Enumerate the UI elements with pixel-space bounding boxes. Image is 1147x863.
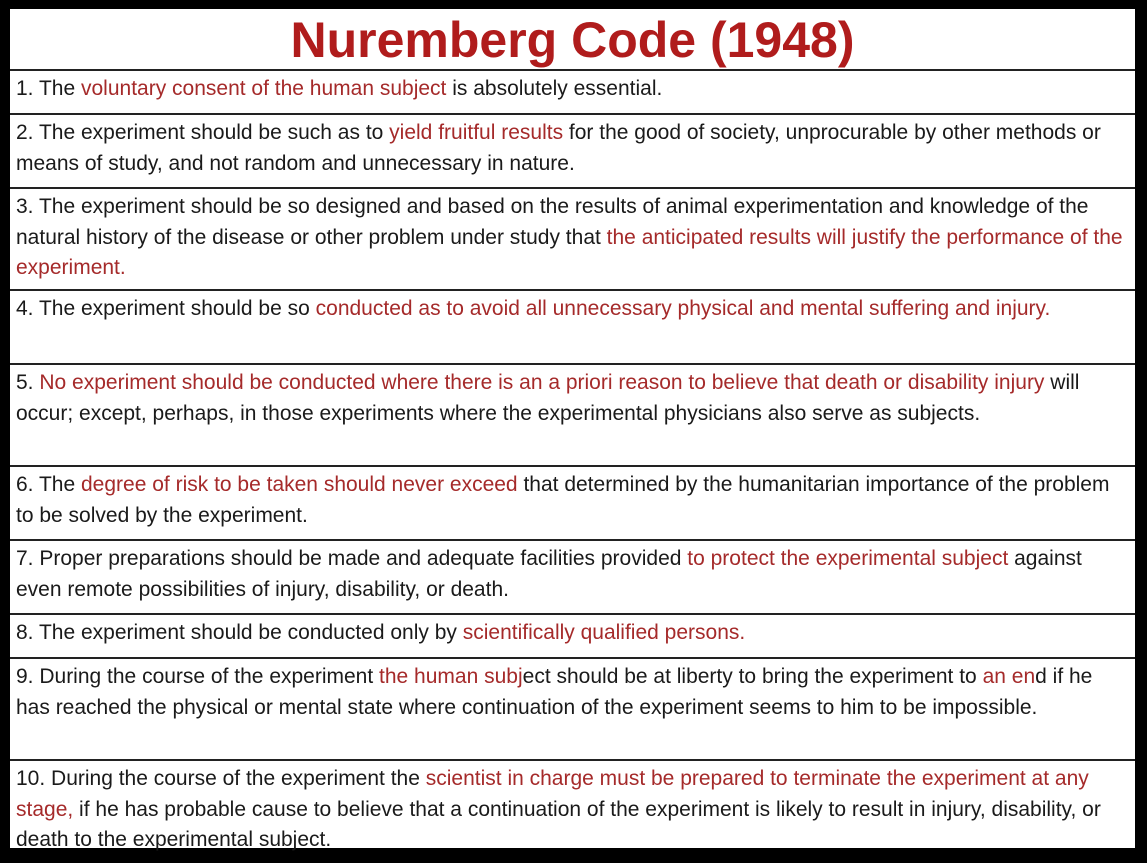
- rule-2: [10, 115, 1135, 189]
- rule-highlight-text: the anticipated results will justify the performance of the experiment.: [16, 225, 1123, 279]
- rule-7: [10, 541, 1135, 615]
- rule-highlight-text: scientist in charge must be prepared to terminate the experiment at any stage,: [16, 767, 1089, 821]
- rule-6: [10, 467, 1135, 541]
- rule-text: 10. During the course of the experiment the: [16, 767, 426, 790]
- rules-list: [10, 71, 1135, 863]
- rule-text: against even remote possibilities of injury, disability, or death.: [16, 547, 1082, 601]
- rule-text: that determined by the humanitarian importance of the problem to be solved by the experiment.: [16, 473, 1110, 527]
- rule-highlight-text: conducted as to avoid all unnecessary physical and mental suffering and injury.: [315, 297, 1051, 320]
- rule-5: [10, 365, 1135, 467]
- rule-text: 8. The experiment should be conducted only by: [16, 621, 463, 644]
- nuremberg-code-sheet: [10, 9, 1135, 851]
- page-title: Nuremberg Code (1948): [10, 9, 1135, 71]
- rule-text: 7. Proper preparations should be made and adequate facilities provided: [16, 547, 688, 570]
- rule-text: will occur; except, perhaps, in those experiments where the experimental physicians also serve as subjects.: [16, 371, 1080, 425]
- rule-highlight-text: scientifically qualified persons.: [462, 621, 746, 644]
- rule-10: [10, 761, 1135, 863]
- rule-1: [10, 71, 1135, 115]
- rule-text: 4. The experiment should be so: [16, 297, 316, 320]
- rule-highlight-text: an en: [982, 665, 1036, 688]
- rule-3: [10, 189, 1135, 291]
- rule-highlight-text: the human subj: [379, 665, 523, 688]
- rule-text: 9. During the course of the experiment: [16, 665, 380, 688]
- rule-highlight-text: No experiment should be conducted where there is an a priori reason to believe that death or disability injury: [39, 371, 1045, 394]
- rule-highlight-text: yield fruitful results: [389, 121, 564, 144]
- rule-text: ect should be at liberty to bring the experiment to: [522, 665, 983, 688]
- rule-text: 6. The: [16, 473, 81, 496]
- rule-9: [10, 659, 1135, 761]
- rule-highlight-text: degree of risk to be taken should never exceed: [81, 473, 518, 496]
- rule-text: d if he has reached the physical or mental state where continuation of the experiment seems to him to be impossible.: [16, 665, 1093, 719]
- rule-4: [10, 291, 1135, 365]
- rule-text: 3. The experiment should be so designed and based on the results of animal experimentation and knowledge of the natural history of the disease or other problem under study that: [16, 195, 1089, 249]
- rule-text: is absolutely essential.: [446, 77, 663, 100]
- rule-8: [10, 615, 1135, 659]
- rule-text: 5.: [16, 371, 40, 394]
- rule-text: if he has probable cause to believe that a continuation of the experiment is likely to result in injury, disability, or death to the experimental subject.: [16, 797, 1101, 851]
- rule-highlight-text: voluntary consent of the human subject: [81, 77, 447, 100]
- rule-text: 2. The experiment should be such as to: [16, 121, 390, 144]
- rule-text: for the good of society, unprocurable by other methods or means of study, and not random and unnecessary in nature.: [16, 121, 1101, 175]
- rule-highlight-text: to protect the experimental subject: [687, 547, 1009, 570]
- rule-text: 1. The: [16, 77, 81, 100]
